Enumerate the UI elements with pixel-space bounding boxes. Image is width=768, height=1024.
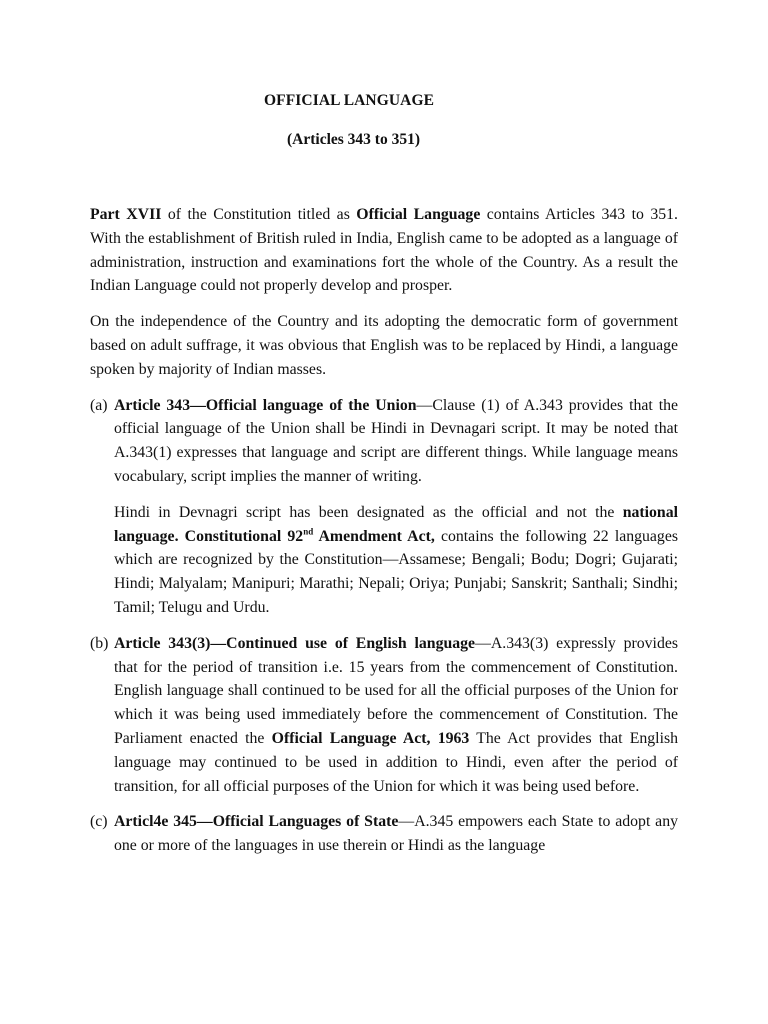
- text-span: contains Articles 343 to 351. With the establishment of British ruled in India, English came to be adopted as a language of administration, instruction and examinations fort the whole of the Country. As a result the Indian Language could not properly develop and prosper.: [90, 206, 678, 295]
- paragraph-independence: On the independence of the Country and its adopting the democratic form of government based on adult suffrage, it was obvious that English was to be replaced by Hindi, a language spoken by majority of Indian masses.: [90, 313, 678, 378]
- document-body: [90, 203, 678, 858]
- bold-part-xvii: Part XVII: [90, 206, 162, 223]
- document-title: OFFICIAL LANGUAGE: [264, 92, 435, 109]
- item-c-text: [114, 810, 678, 858]
- list-item-b: [90, 632, 678, 799]
- text-span: —A.343(3) expressly provides that for the period of transition i.e. 15 years from the commencement of Constitution. English language shall continued to be used for all the official purposes of the Union for which it was being used immediately before the commencement of Constitution. The Parliament enacted the: [114, 634, 678, 747]
- list-item-a: [90, 394, 678, 620]
- bold-amendment-act: Amendment Act,: [313, 527, 435, 545]
- item-heading: Article 343(3)—Continued use of English language: [114, 634, 476, 652]
- bold-national-language: national language. Constitutional 92: [114, 503, 678, 545]
- list-label: (c): [90, 813, 108, 831]
- bold-official-language: Official Language: [356, 206, 481, 223]
- item-b-text: [114, 632, 678, 799]
- list-item-c: [90, 810, 678, 858]
- text-span: contains the following 22 languages which are recognized by the Constitution—Assamese; Bengali; Bodu; Dogri; Gujarati; Hindi; Malyalam; Manipuri; Marathi; Nepali; Oriya; Punjabi; Sanskrit; Santhali; Sindhi; Tamil; Telugu and Urdu.: [114, 527, 678, 616]
- text-span: —A.345 empowers each State to adopt any one or more of the languages in use therein or Hindi as the language: [114, 813, 678, 855]
- text-span: Hindi in Devnagri script has been designated as the official and not the: [114, 503, 623, 521]
- item-heading: Articl4e 345—Official Languages of State: [114, 813, 399, 831]
- item-a-continuation: [114, 501, 678, 620]
- item-a-text: [114, 394, 678, 489]
- bold-act-1963: Official Language Act, 1963: [271, 729, 470, 747]
- list-label: (b): [90, 634, 109, 652]
- paragraph-intro: [90, 203, 678, 298]
- text-span: The Act provides that English language may continued to be used in addition to Hindi, even after the period of transition, for all official purposes of the Union for which it was being used before.: [114, 729, 679, 795]
- text-span: of the Constitution titled as: [161, 206, 357, 223]
- list-label: (a): [90, 396, 108, 414]
- item-heading: Article 343—Official language of the Union: [114, 396, 417, 414]
- document-subtitle: (Articles 343 to 351): [287, 131, 420, 148]
- ordinal-superscript: nd: [303, 526, 314, 537]
- text-span: —Clause (1) of A.343 provides that the official language of the Union shall be Hindi in Devnagari script. It may be noted that A.343(1) expresses that language and script are different things. While language means vocabulary, script implies the manner of writing.: [114, 396, 679, 485]
